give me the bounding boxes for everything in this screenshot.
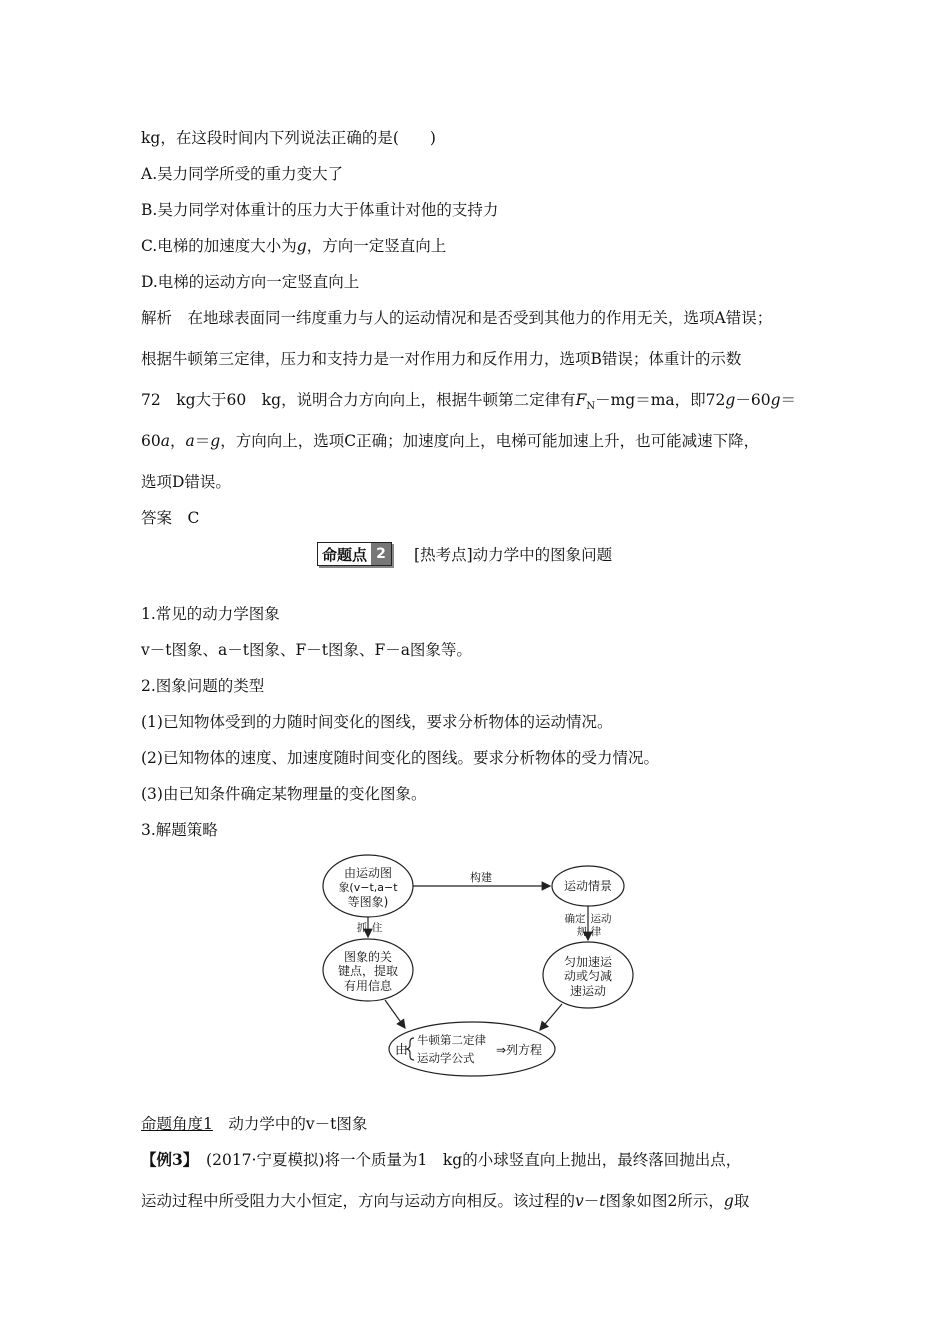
node-final-bottom: 运动学公式: [417, 1051, 475, 1065]
node-key-line1: 图象的关: [343, 950, 393, 964]
item2-sub3: (3)由已知条件确定某物理量的变化图象。: [141, 785, 427, 803]
arrow-motion-final: [540, 1004, 562, 1030]
node-scene-label: 运动情景: [563, 879, 613, 893]
section-badge-number: 2: [371, 543, 391, 565]
node-final-top: 牛顿第二定律: [417, 1033, 486, 1047]
example-line-2: 运动过程中所受阻力大小恒定，方向与运动方向相反。该过程的v－t图象如图2所示，g取: [141, 1192, 750, 1210]
node-start-line1: 由运动图: [343, 866, 393, 880]
item2-title: 2.图象问题的类型: [141, 677, 265, 695]
node-key-line2: 键点，提取: [337, 964, 399, 978]
analysis-line-2: 根据牛顿第三定律，压力和支持力是一对作用力和反作用力，选项B错误；体重计的示数: [141, 350, 742, 368]
analysis-line-5: 选项D错误。: [141, 473, 231, 491]
node-start-line2: 象(v−t,a−t: [338, 881, 398, 894]
item3-title: 3.解题策略: [141, 821, 218, 839]
option-a: A.吴力同学所受的重力变大了: [141, 165, 344, 183]
node-final-suffix: ⇒列方程: [496, 1043, 543, 1057]
option-b: B.吴力同学对体重计的压力大于体重计对他的支持力: [141, 201, 499, 219]
edge-law-b: 律: [590, 926, 602, 938]
analysis-line-3: 72 kg大于60 kg，说明合力方向向上，根据牛顿第二定律有$F_N-mg=ma$，即72g－60g＝: [141, 391, 797, 413]
item1-title: 1.常见的动力学图象: [141, 605, 280, 623]
section-title: [热考点]动力学中的图象问题: [414, 546, 613, 564]
item2-sub1: (1)已知物体受到的力随时间变化的图线，要求分析物体的运动情况。: [141, 713, 613, 731]
node-motion-line3: 速运动: [569, 984, 607, 998]
item1-body: v－t图象、a－t图象、F－t图象、F－a图象等。: [141, 641, 472, 659]
option-d: D.电梯的运动方向一定竖直向上: [141, 273, 360, 291]
answer: 答案 C: [141, 509, 200, 527]
analysis-line-1: 解析 在地球表面同一纬度重力与人的运动情况和是否受到其他力的作用无关，选项A错误；: [141, 309, 773, 327]
node-motion-line1: 匀加速运: [563, 955, 613, 969]
option-c: C.电梯的加速度大小为g，方向一定竖直向上: [141, 237, 447, 255]
question-stem: kg，在这段时间内下列说法正确的是( ): [141, 129, 436, 147]
node-motion-line2: 动或匀减: [563, 969, 613, 983]
example-line-1: 【例3】 (2017·宁夏模拟)将一个质量为1 kg的小球竖直向上抛出，最终落回抛出点，: [141, 1150, 742, 1169]
edge-determine-a: 确定: [564, 913, 586, 925]
edge-grasp-b: 住: [371, 922, 383, 934]
item2-sub2: (2)已知物体的速度、加速度随时间变化的图线。要求分析物体的受力情况。: [141, 749, 659, 767]
edge-law-a: 运动: [590, 913, 612, 925]
final-brace: [407, 1038, 414, 1060]
edge-grasp-a: 抓: [356, 922, 368, 934]
node-final-prefix: 由: [395, 1043, 409, 1058]
analysis-line-4: 60a，a＝g，方向向上，选项C正确；加速度向上，电梯可能加速上升，也可能减速下降，: [141, 432, 760, 450]
edge-determine-b: 规: [576, 926, 588, 938]
edge-build-label: 构建: [470, 871, 492, 884]
node-key-line3: 有用信息: [343, 979, 393, 993]
angle-heading: 命题角度1 动力学中的v－t图象: [141, 1115, 368, 1133]
arrow-key-final: [385, 1000, 405, 1028]
node-start-line3: 等图象): [347, 895, 389, 909]
section-badge-label: 命题点: [322, 545, 368, 564]
